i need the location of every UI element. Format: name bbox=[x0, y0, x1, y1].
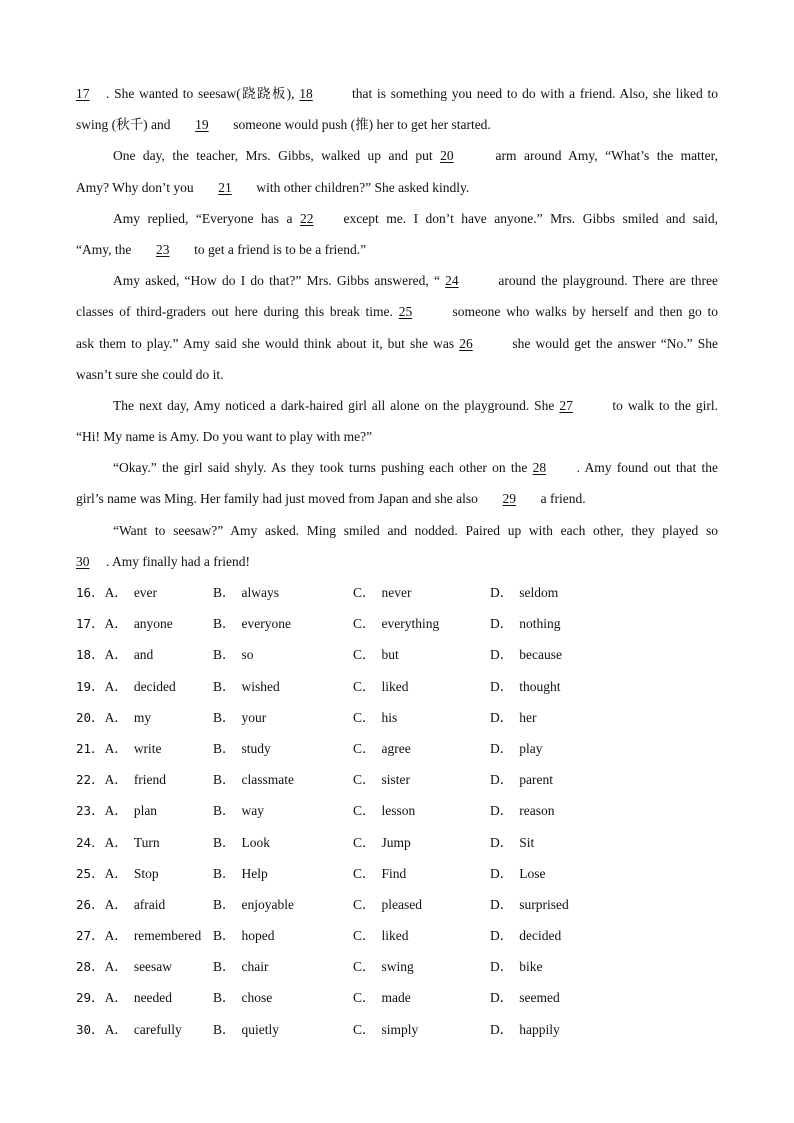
option-18-a[interactable] bbox=[76, 639, 153, 670]
option-letter: C． bbox=[353, 1021, 376, 1037]
option-23-c[interactable] bbox=[353, 795, 415, 826]
option-25-a[interactable] bbox=[76, 858, 159, 889]
question-separator: ． bbox=[91, 990, 105, 1006]
option-letter: D． bbox=[490, 1021, 514, 1037]
passage-line bbox=[76, 203, 718, 234]
option-24-a[interactable] bbox=[76, 827, 160, 858]
passage-text: “Okay.” the girl said shyly. As they took turns pushing each other on the bbox=[113, 460, 528, 476]
option-letter: A． bbox=[104, 585, 128, 600]
option-16-a[interactable] bbox=[76, 577, 157, 608]
option-text: play bbox=[519, 740, 543, 756]
option-letter: C． bbox=[353, 585, 376, 600]
passage-text: . Amy finally had a friend! bbox=[106, 553, 250, 569]
options-list bbox=[76, 577, 718, 1045]
question-separator: ． bbox=[91, 709, 105, 725]
option-28-b[interactable] bbox=[213, 951, 269, 982]
question-number: 24 bbox=[76, 834, 92, 850]
question-separator: ． bbox=[91, 1021, 105, 1037]
document-page bbox=[76, 78, 718, 1045]
passage-line bbox=[76, 390, 718, 421]
question-number: 21 bbox=[76, 740, 92, 756]
passage-line bbox=[76, 328, 718, 359]
question-number: 17 bbox=[76, 616, 92, 632]
option-text: sister bbox=[381, 772, 411, 788]
option-18-d[interactable] bbox=[490, 639, 562, 670]
option-text: lesson bbox=[381, 803, 416, 819]
question-row-30 bbox=[76, 1014, 718, 1045]
option-text: Help bbox=[241, 865, 268, 881]
option-20-a[interactable] bbox=[76, 702, 151, 733]
blank-18[interactable]: 18 bbox=[299, 86, 313, 101]
option-22-b[interactable] bbox=[213, 764, 294, 795]
passage-text: “Amy, the bbox=[76, 241, 132, 257]
option-28-c[interactable] bbox=[353, 951, 414, 982]
passage-text: “Hi! My name is Amy. Do you want to play with me?” bbox=[76, 429, 373, 445]
option-text: plan bbox=[133, 803, 158, 819]
option-letter: A． bbox=[104, 928, 128, 944]
passage-line bbox=[76, 359, 718, 390]
option-letter: D． bbox=[490, 865, 514, 881]
question-row-22 bbox=[76, 764, 718, 795]
passage-text: to get a friend is to be a friend.” bbox=[194, 241, 367, 257]
option-letter: B． bbox=[213, 896, 236, 912]
passage-text: around the playground. There are three bbox=[498, 273, 718, 289]
question-row-27 bbox=[76, 920, 718, 951]
passage-text: classes of third-graders out here during this break time. bbox=[76, 304, 393, 320]
option-17-a[interactable] bbox=[76, 608, 173, 639]
option-text: my bbox=[133, 709, 152, 725]
option-25-b[interactable] bbox=[213, 858, 268, 889]
option-letter: C． bbox=[353, 865, 376, 881]
passage-text: ask them to play.” Amy said she would think about it, but she was bbox=[76, 335, 455, 351]
option-text: study bbox=[241, 740, 271, 756]
question-separator: ． bbox=[91, 803, 105, 819]
option-text: thought bbox=[519, 678, 561, 694]
option-text: needed bbox=[133, 990, 173, 1006]
question-number: 16 bbox=[76, 585, 92, 600]
question-separator: ． bbox=[91, 865, 105, 881]
passage-line bbox=[76, 172, 718, 203]
option-letter: B． bbox=[213, 772, 236, 788]
question-number: 19 bbox=[76, 678, 92, 694]
question-row-16 bbox=[76, 577, 718, 608]
passage-text: Amy replied, “Everyone has a bbox=[113, 210, 293, 226]
option-letter: B． bbox=[213, 709, 236, 725]
option-letter: A． bbox=[104, 616, 128, 632]
option-27-a[interactable] bbox=[76, 920, 201, 951]
option-text: chose bbox=[241, 990, 273, 1006]
option-19-b[interactable] bbox=[213, 671, 280, 702]
option-letter: C． bbox=[353, 834, 376, 850]
question-separator: ． bbox=[91, 585, 105, 600]
passage-line bbox=[76, 483, 718, 514]
question-number: 23 bbox=[76, 803, 92, 819]
option-letter: D． bbox=[490, 990, 514, 1006]
option-text: seemed bbox=[519, 990, 560, 1006]
option-text: always bbox=[241, 585, 280, 600]
option-16-b[interactable] bbox=[213, 577, 279, 608]
passage-line bbox=[76, 234, 718, 265]
option-29-a[interactable] bbox=[76, 982, 172, 1013]
option-30-a[interactable] bbox=[76, 1014, 182, 1045]
option-24-c[interactable] bbox=[353, 827, 411, 858]
question-separator: ． bbox=[91, 647, 105, 663]
passage-text: to walk to the girl. bbox=[612, 397, 718, 413]
option-28-a[interactable] bbox=[76, 951, 172, 982]
option-letter: A． bbox=[104, 834, 128, 850]
option-30-d[interactable] bbox=[490, 1014, 560, 1045]
option-20-c[interactable] bbox=[353, 702, 397, 733]
option-text: Find bbox=[381, 865, 407, 881]
option-16-d[interactable] bbox=[490, 577, 558, 608]
option-text: parent bbox=[519, 772, 553, 788]
option-text: Jump bbox=[381, 834, 411, 850]
question-row-29 bbox=[76, 982, 718, 1013]
option-letter: A． bbox=[104, 959, 128, 975]
option-24-d[interactable] bbox=[490, 827, 534, 858]
passage-text: wasn’t sure she could do it. bbox=[76, 366, 224, 382]
option-26-a[interactable] bbox=[76, 889, 165, 920]
option-text: your bbox=[241, 709, 267, 725]
passage-line bbox=[76, 452, 718, 483]
option-21-b[interactable] bbox=[213, 733, 271, 764]
option-letter: B． bbox=[213, 990, 236, 1006]
option-text: his bbox=[381, 709, 398, 725]
option-letter: C． bbox=[353, 647, 376, 663]
option-17-b[interactable] bbox=[213, 608, 291, 639]
option-text: way bbox=[241, 803, 265, 819]
option-letter: D． bbox=[490, 834, 514, 850]
blank-17[interactable]: 17 bbox=[76, 86, 90, 101]
blank-28[interactable]: 28 bbox=[532, 460, 547, 476]
blank-19[interactable]: 19 bbox=[195, 117, 209, 133]
option-25-c[interactable] bbox=[353, 858, 406, 889]
question-number: 22 bbox=[76, 772, 92, 788]
passage-line bbox=[76, 109, 718, 140]
option-text: write bbox=[133, 740, 162, 756]
passage-text: someone who walks by herself and then go to bbox=[452, 304, 718, 320]
option-text: everyone bbox=[241, 616, 291, 632]
blank-24[interactable]: 24 bbox=[445, 273, 459, 289]
option-text: afraid bbox=[133, 896, 166, 912]
option-letter: D． bbox=[490, 585, 514, 600]
question-separator: ． bbox=[91, 928, 105, 944]
option-letter: B． bbox=[213, 678, 236, 694]
option-letter: A． bbox=[104, 740, 128, 756]
blank-26[interactable]: 26 bbox=[459, 335, 473, 351]
passage-line bbox=[76, 265, 718, 296]
option-21-a[interactable] bbox=[76, 733, 162, 764]
option-19-d[interactable] bbox=[490, 671, 561, 702]
option-23-a[interactable] bbox=[76, 795, 157, 826]
option-text: agree bbox=[381, 740, 411, 756]
option-22-a[interactable] bbox=[76, 764, 166, 795]
question-separator: ． bbox=[91, 678, 105, 694]
question-row-18 bbox=[76, 639, 718, 670]
option-25-d[interactable] bbox=[490, 858, 546, 889]
option-letter: D． bbox=[490, 647, 514, 663]
option-letter: A． bbox=[104, 647, 128, 663]
option-26-b[interactable] bbox=[213, 889, 294, 920]
option-text: surprised bbox=[519, 896, 569, 912]
question-separator: ． bbox=[91, 740, 105, 756]
option-text: everything bbox=[381, 616, 440, 632]
option-text: wished bbox=[241, 678, 280, 694]
passage-line bbox=[76, 78, 718, 109]
option-letter: A． bbox=[104, 678, 128, 694]
question-number: 26 bbox=[76, 896, 92, 912]
blank-23[interactable]: 23 bbox=[155, 241, 170, 257]
option-text: enjoyable bbox=[241, 896, 294, 912]
option-17-d[interactable] bbox=[490, 608, 561, 639]
option-text: ever bbox=[133, 585, 158, 600]
option-23-b[interactable] bbox=[213, 795, 264, 826]
option-29-c[interactable] bbox=[353, 982, 411, 1013]
blank-21[interactable]: 21 bbox=[218, 179, 232, 195]
option-27-b[interactable] bbox=[213, 920, 275, 951]
option-text: swing bbox=[381, 959, 414, 975]
option-text: carefully bbox=[133, 1021, 182, 1037]
option-19-c[interactable] bbox=[353, 671, 409, 702]
passage-line bbox=[76, 546, 718, 577]
passage-text: that is something you need to do with a friend. Also, she liked to bbox=[352, 86, 718, 101]
question-separator: ． bbox=[91, 834, 105, 850]
option-text: but bbox=[381, 647, 399, 663]
question-separator: ． bbox=[91, 772, 105, 788]
option-text: Lose bbox=[519, 865, 546, 881]
option-letter: D． bbox=[490, 740, 514, 756]
question-number: 27 bbox=[76, 928, 92, 944]
option-29-d[interactable] bbox=[490, 982, 560, 1013]
option-text: Turn bbox=[133, 834, 160, 850]
passage-text: “Want to seesaw?” Amy asked. Ming smiled and nodded. Paired up with each other, they played so bbox=[113, 522, 718, 538]
option-letter: A． bbox=[104, 896, 128, 912]
question-row-28 bbox=[76, 951, 718, 982]
option-letter: A． bbox=[104, 709, 128, 725]
option-text: seesaw bbox=[133, 959, 173, 975]
option-text: simply bbox=[381, 1021, 419, 1037]
passage-line bbox=[76, 296, 718, 327]
question-row-26 bbox=[76, 889, 718, 920]
blank-30[interactable]: 30 bbox=[76, 553, 90, 569]
option-text: hoped bbox=[241, 928, 275, 944]
option-text: Stop bbox=[133, 865, 159, 881]
option-text: never bbox=[381, 585, 412, 600]
option-text: decided bbox=[133, 678, 176, 694]
option-24-b[interactable] bbox=[213, 827, 270, 858]
question-number: 25 bbox=[76, 865, 92, 881]
option-27-d[interactable] bbox=[490, 920, 561, 951]
option-18-b[interactable] bbox=[213, 639, 254, 670]
option-30-c[interactable] bbox=[353, 1014, 418, 1045]
option-letter: D． bbox=[490, 959, 514, 975]
blank-22[interactable]: 22 bbox=[300, 210, 314, 226]
option-letter: A． bbox=[104, 803, 128, 819]
option-letter: C． bbox=[353, 803, 376, 819]
question-row-17 bbox=[76, 608, 718, 639]
question-separator: ． bbox=[91, 959, 105, 975]
passage-text: Amy asked, “How do I do that?” Mrs. Gibbs answered, “ bbox=[113, 273, 440, 289]
question-number: 29 bbox=[76, 990, 92, 1006]
option-17-c[interactable] bbox=[353, 608, 439, 639]
option-text: bike bbox=[519, 959, 543, 975]
option-text: nothing bbox=[519, 616, 561, 632]
option-letter: C． bbox=[353, 772, 376, 788]
passage-text: with other children?” She asked kindly. bbox=[256, 179, 470, 195]
passage-line bbox=[76, 515, 718, 546]
option-text: so bbox=[241, 647, 254, 663]
option-30-b[interactable] bbox=[213, 1014, 279, 1045]
question-row-21 bbox=[76, 733, 718, 764]
blank-29[interactable]: 29 bbox=[502, 491, 517, 507]
option-letter: D． bbox=[490, 616, 514, 632]
question-separator: ． bbox=[91, 616, 105, 632]
passage-text: . Amy found out that the bbox=[576, 460, 718, 476]
option-letter: C． bbox=[353, 678, 376, 694]
passage-text: arm around Amy, “What’s the matter, bbox=[495, 148, 718, 164]
passage-line bbox=[76, 421, 718, 452]
option-letter: B． bbox=[213, 585, 236, 600]
option-text: liked bbox=[381, 678, 409, 694]
option-text: remembered bbox=[133, 928, 202, 944]
option-text: Sit bbox=[519, 834, 535, 850]
option-letter: A． bbox=[104, 1021, 128, 1037]
passage-text: a friend. bbox=[540, 491, 586, 507]
option-text: liked bbox=[381, 928, 409, 944]
option-letter: B． bbox=[213, 959, 236, 975]
option-letter: C． bbox=[353, 990, 376, 1006]
question-number: 30 bbox=[76, 1021, 92, 1037]
option-26-c[interactable] bbox=[353, 889, 422, 920]
question-number: 18 bbox=[76, 647, 92, 663]
question-separator: ． bbox=[91, 896, 105, 912]
option-letter: B． bbox=[213, 865, 236, 881]
passage-text: except me. I don’t have anyone.” Mrs. Gibbs smiled and said, bbox=[343, 210, 718, 226]
option-letter: B． bbox=[213, 928, 236, 944]
question-row-23 bbox=[76, 795, 718, 826]
question-row-20 bbox=[76, 702, 718, 733]
option-letter: D． bbox=[490, 709, 514, 725]
option-letter: D． bbox=[490, 803, 514, 819]
option-letter: D． bbox=[490, 678, 514, 694]
option-letter: C． bbox=[353, 959, 376, 975]
option-22-c[interactable] bbox=[353, 764, 410, 795]
option-letter: C． bbox=[353, 740, 376, 756]
option-letter: A． bbox=[104, 990, 128, 1006]
option-text: anyone bbox=[133, 616, 173, 632]
option-letter: D． bbox=[490, 896, 514, 912]
passage-text: she would get the answer “No.” She bbox=[512, 335, 718, 351]
option-letter: C． bbox=[353, 616, 376, 632]
option-text: decided bbox=[519, 928, 562, 944]
question-row-19 bbox=[76, 671, 718, 702]
option-letter: C． bbox=[353, 896, 376, 912]
option-text: friend bbox=[133, 772, 167, 788]
passage-text: . She wanted to seesaw(跷跷板), bbox=[106, 86, 295, 101]
option-letter: A． bbox=[104, 865, 128, 881]
passage-text: Amy? Why don’t you bbox=[76, 179, 194, 195]
passage-text: swing (秋千) and bbox=[76, 117, 171, 133]
passage-text: girl’s name was Ming. Her family had just moved from Japan and she also bbox=[76, 491, 478, 507]
option-letter: B． bbox=[213, 647, 236, 663]
option-28-d[interactable] bbox=[490, 951, 543, 982]
option-29-b[interactable] bbox=[213, 982, 272, 1013]
option-text: chair bbox=[241, 959, 269, 975]
option-text: made bbox=[381, 990, 411, 1006]
question-row-24 bbox=[76, 827, 718, 858]
option-letter: B． bbox=[213, 1021, 236, 1037]
option-text: pleased bbox=[381, 896, 422, 912]
passage-text: One day, the teacher, Mrs. Gibbs, walked up and put bbox=[113, 148, 433, 164]
option-27-c[interactable] bbox=[353, 920, 409, 951]
option-20-b[interactable] bbox=[213, 702, 266, 733]
option-text: her bbox=[519, 709, 537, 725]
option-text: Look bbox=[241, 834, 271, 850]
option-letter: B． bbox=[213, 616, 236, 632]
option-text: because bbox=[519, 647, 562, 663]
option-26-d[interactable] bbox=[490, 889, 569, 920]
blank-27[interactable]: 27 bbox=[559, 397, 573, 413]
passage-text: The next day, Amy noticed a dark-haired girl all alone on the playground. She bbox=[113, 397, 555, 413]
blank-20[interactable]: 20 bbox=[440, 148, 454, 164]
option-text: happily bbox=[519, 1021, 560, 1037]
passage-text: someone would push (推) her to get her started. bbox=[233, 117, 491, 133]
option-23-d[interactable] bbox=[490, 795, 554, 826]
question-number: 28 bbox=[76, 959, 92, 975]
option-text: reason bbox=[519, 803, 555, 819]
option-letter: D． bbox=[490, 928, 514, 944]
option-letter: A． bbox=[104, 772, 128, 788]
option-letter: B． bbox=[213, 834, 236, 850]
option-18-c[interactable] bbox=[353, 639, 399, 670]
option-letter: C． bbox=[353, 709, 376, 725]
option-text: seldom bbox=[519, 585, 559, 600]
option-19-a[interactable] bbox=[76, 671, 176, 702]
option-22-d[interactable] bbox=[490, 764, 553, 795]
option-text: classmate bbox=[241, 772, 294, 788]
option-letter: B． bbox=[213, 803, 236, 819]
option-letter: D． bbox=[490, 772, 514, 788]
option-text: and bbox=[133, 647, 154, 663]
option-16-c[interactable] bbox=[353, 577, 412, 608]
question-number: 20 bbox=[76, 709, 92, 725]
option-letter: B． bbox=[213, 740, 236, 756]
question-row-25 bbox=[76, 858, 718, 889]
passage-line bbox=[76, 140, 718, 171]
blank-25[interactable]: 25 bbox=[398, 304, 413, 320]
option-21-c[interactable] bbox=[353, 733, 411, 764]
option-text: quietly bbox=[241, 1021, 280, 1037]
option-20-d[interactable] bbox=[490, 702, 537, 733]
option-letter: C． bbox=[353, 928, 376, 944]
option-21-d[interactable] bbox=[490, 733, 543, 764]
